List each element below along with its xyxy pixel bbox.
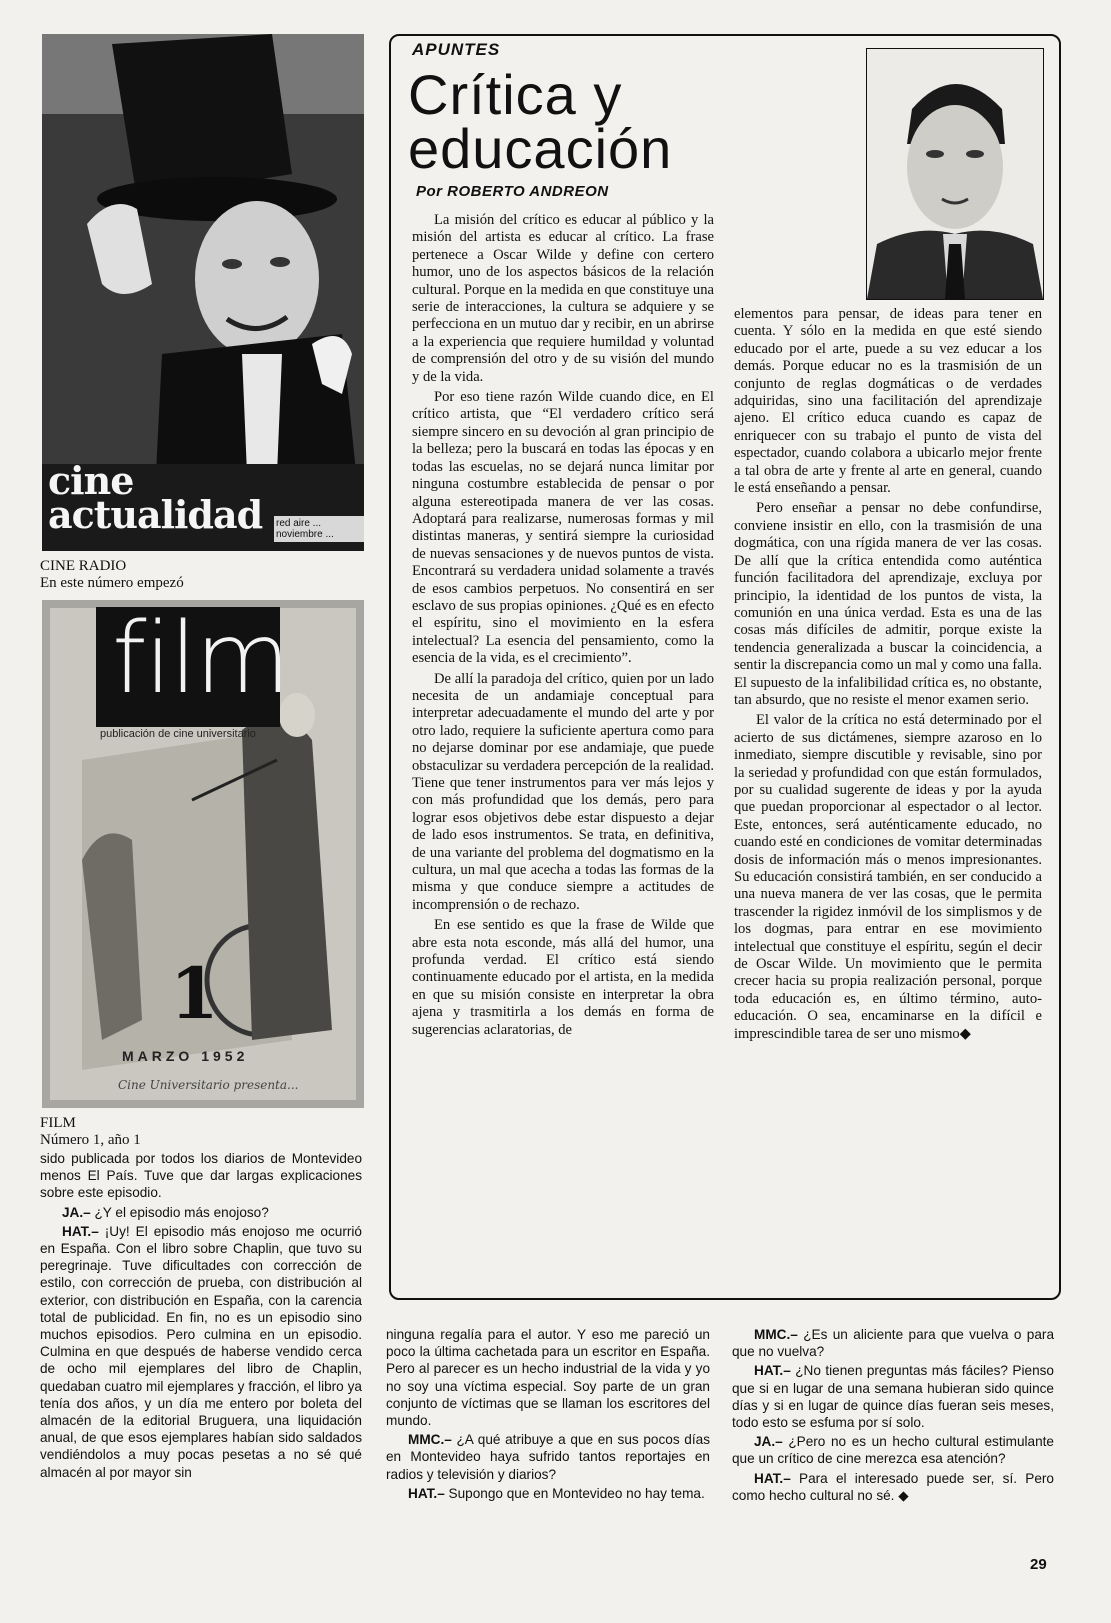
speaker: MMC.– — [754, 1327, 798, 1342]
article-paragraph: Por eso tiene razón Wilde cuando dice, en El crítico artista, que “El verdadero crítico será siempre sincero en su devoción al gran principio de la belleza; pero la buscará en todas las épocas y en todas las escuelas, no se dejará nunca limitar por ninguna costumbre establecida de pensar o por alguna estereotipada manera de ver las cosas. Adoptará para realizarse, numerosas formas y mil distintas maneras, y sentirá siempre la curiosidad de nuevas sensaciones y de nuevos puntos de vista. Encontrará su verdadera unidad solamente a través de esos cambios perpetuos. No consentirá en ser esclavo de sus propias opiniones. ¿Qué es en efecto el espíritu, sino el movimiento en la esfera intelectual? La esencia del pensamiento, como la esencia de la vida, es el crecimiento”. — [412, 389, 714, 667]
cover-corner-text: red aire ... noviembre ... — [274, 516, 364, 542]
question-text: ¿A qué atribuye a que en sus pocos días en Montevideo haya sufrido tantos reportajes en radios y televisión y diarios? — [386, 1432, 710, 1482]
interview-entry — [386, 1431, 710, 1483]
film-magazine-cover — [42, 600, 364, 1108]
interview-entry — [732, 1326, 1054, 1360]
speaker: HAT.– — [62, 1223, 99, 1239]
speaker: MMC.– — [408, 1432, 452, 1448]
interview-entry — [40, 1223, 362, 1481]
author-portrait-illustration — [867, 49, 1043, 299]
film-logo: film — [112, 602, 289, 716]
caption-film — [40, 1115, 360, 1149]
page-number: 29 — [1030, 1556, 1047, 1573]
answer-text: Para el interesado puede ser, sí. Pero como hecho cultural no sé. ◆ — [732, 1470, 1054, 1503]
article-paragraph: La misión del crítico es educar al público y la misión del artista es educar al crítico. La frase pertenece a Oscar Wilde y define con certero humor, uno de los aspectos básicos de la relación cultural. Porque en la medida en que constituye una serie de interacciones, la cultura se adquiere y se perfecciona en un mutuo dar y recibir, en un abrirse a la experiencia que requiere humildad y voluntad de comprensión del otro y de su visión del mundo y de la vida. — [412, 212, 714, 385]
issue-number: 1 — [170, 952, 219, 1035]
interview-entry — [40, 1150, 362, 1202]
answer-text: ¿No tienen preguntas más fáciles? Pienso que si en lugar de una semana hubieran sido quince días y si en lugar de quince días fueran seis meses, todo esto se esfuma por sí solo. — [732, 1363, 1054, 1431]
title-line-2: educación — [408, 117, 673, 180]
interview-entry — [386, 1485, 710, 1502]
speaker: HAT.– — [408, 1485, 445, 1501]
interview-entry — [386, 1326, 710, 1429]
film-signature: Cine Universitario presenta... — [118, 1078, 299, 1092]
article-paragraph: En ese sentido es que la frase de Wilde que abre esta nota esconde, más allá del humor, una profunda verdad. El crítico está siendo continuamente educado por el artista, en la medida en que su misión consiste en interpretar la obra ajena y trasmitirla a los demás en forma de sugerencias aclaratorias, de — [412, 917, 714, 1038]
article-column-2 — [734, 306, 1042, 1043]
question-text: ¿Pero no es un hecho cultural estimulante que un crítico de cine merezca esa atención? — [732, 1434, 1054, 1467]
title-line-1: Crítica y — [408, 63, 623, 126]
article-byline: Por ROBERTO ANDREON — [416, 183, 609, 200]
caption-subtitle: Número 1, año 1 — [40, 1132, 141, 1148]
cover-logo: cine actualidad — [48, 458, 263, 537]
interview-column-a — [40, 1150, 362, 1481]
cine-actualidad-cover — [42, 34, 364, 551]
article-paragraph: Pero enseñar a pensar no debe confundirse, conviene insistir en ello, con la trasmisión de una dogmática, con una rígida manera de ver las cosas. De allí que la crítica entendida como auténtica función facilitadora del aprendizaje, excluya por principio, la identidad de los puntos de vista, la comunión en una única verdad. Esta es una de las cosas más difíciles de admitir, porque existe la tendencia generalizada a buscar la coincidencia, a sentir la discrepancia como un mal y como una falla. El supuesto de la infalibilidad crítica es, no obstante, tan absurdo, que no resiste el menor examen serio. — [734, 500, 1043, 708]
article-paragraph: elementos para pensar, de ideas para tener en cuenta. Y sólo en la medida en que esté siendo educado por el arte, puede a su vez educar a los demás. Porque educar no es la trasmisión de un conjunto de reglas dogmáticas o de verdades adquiridas, sino una facilitación del aprendizaje ajeno. El crítico educa cuando es capaz de enriquecer con su trabajo el punto de vista del espectador, cuando colabora a ubicarlo mejor frente a tal obra de arte y frente al arte en general, cuando le está enseñando a pensar. — [734, 306, 1042, 497]
author-photo — [866, 48, 1044, 300]
film-date: MARZO 1952 — [122, 1048, 249, 1064]
caption-title: CINE RADIO — [40, 558, 127, 574]
article-column-1 — [412, 212, 714, 1039]
question-text: ¿Y el episodio más enojoso? — [90, 1204, 269, 1220]
article-paragraph: De allí la paradoja del crítico, quien por un lado necesita de un andamiaje conceptual para interpretar adecuadamente el mundo del arte y por otro lado, requiere la suficiente apertura como para no dejarse dominar por ese andamiaje, que puede obstaculizar su verdadera percepción de la realidad. Tiene que tener instrumentos para ver más lejos y con más profundidad que los demás, pero para lograr esos objetivos debe estar dispuesto a dejar de lado esos instrumentos. Se trata, en definitiva, de una variante del problema del dogmatismo en la cultura, un mal que acecha a todas las formas de la misma y que conduce siempre a actitudes de incomprensión o de rechazo. — [412, 670, 714, 913]
interview-entry — [732, 1470, 1054, 1504]
article-title — [408, 63, 673, 180]
speaker: JA.– — [62, 1204, 91, 1220]
article-paragraph: El valor de la crítica no está determinado por el acierto de sus dictámenes, siempre azaroso en lo inmediato, siempre discutible y revisable, sino por la seriedad y profundidad con que están formulados, por su cualidad sugerente de ideas y por la ayuda que puedan proporcionar al espectador o al lector. Este, entonces, será auténticamente educado, no cuando esté en condiciones de vomitar determinadas dosis de información más o menos impresionantes. Su educación consistirá también, en ser conducido a una nueva manera de ver las cosas, que le permita trascender la rigidez inmóvil de los simplismos y de los dogmas, para entrar en ese movimiento intelectual que constituye el espíritu, según el decir de Oscar Wilde. Un movimiento que le permita crecer hacia su propia realización personal, porque toda educación es, en último término, auto-educación. O sea, encaminarse en la difícil e imprescindible tarea de ser uno mismo◆ — [734, 712, 1042, 1042]
question-text: ¿Es un aliciente para que vuelva o para que no vuelva? — [732, 1327, 1054, 1360]
caption-cine-radio — [40, 558, 360, 592]
caption-subtitle: En este número empezó — [40, 575, 184, 591]
interview-entry — [732, 1433, 1054, 1467]
speaker: JA.– — [754, 1434, 783, 1450]
answer-text: ¡Uy! El episodio más enojoso me ocurrió en España. Con el libro sobre Chaplin, que tuvo su peregrinaje. Tuve dificultades con corrección de estilo, con corrección de prueba, con distribución al exterior, con distribución en España, con la carencia total de publicidad. En fin, no es un episodio sino muchos episodios. Pero culmina en un episodio. Culmina en que después de haberse vendido cerca de ocho mil ejemplares del libro de Chaplin, quedaban cuatro mil ejemplares y fracción, el libro ya tenía dos años, y un día me entero por boleta del almacén de la editorial Bruguera, una liquidación anual, de que esos ejemplares habían sido saldados vendiéndolos a muy pocas pesetas a no sé qué almacén al por mayor sin — [40, 1223, 362, 1480]
speaker: HAT.– — [754, 1363, 791, 1379]
caption-title: FILM — [40, 1115, 76, 1131]
speaker: HAT.– — [754, 1470, 791, 1486]
answer-text: ninguna regalía para el autor. Y eso me pareció un poco la última cachetada para un escritor en España. Pero al parecer es un hecho industrial de la vida y yo no soy una víctima especial. Soy parte de un gran conjunto de víctimas que se llaman los escritores del mundo. — [386, 1327, 710, 1429]
interview-entry — [732, 1362, 1054, 1431]
film-subtitle: publicación de cine universitario — [100, 728, 256, 740]
answer-text: sido publicada por todos los diarios de Montevideo menos El País. Tuve que dar largas explicaciones sobre este episodio. — [40, 1151, 362, 1201]
interview-entry — [40, 1204, 362, 1221]
answer-text: Supongo que en Montevideo no hay tema. — [444, 1485, 705, 1501]
interview-column-c — [732, 1326, 1054, 1504]
article-kicker: APUNTES — [412, 40, 501, 59]
interview-column-b — [386, 1326, 710, 1502]
